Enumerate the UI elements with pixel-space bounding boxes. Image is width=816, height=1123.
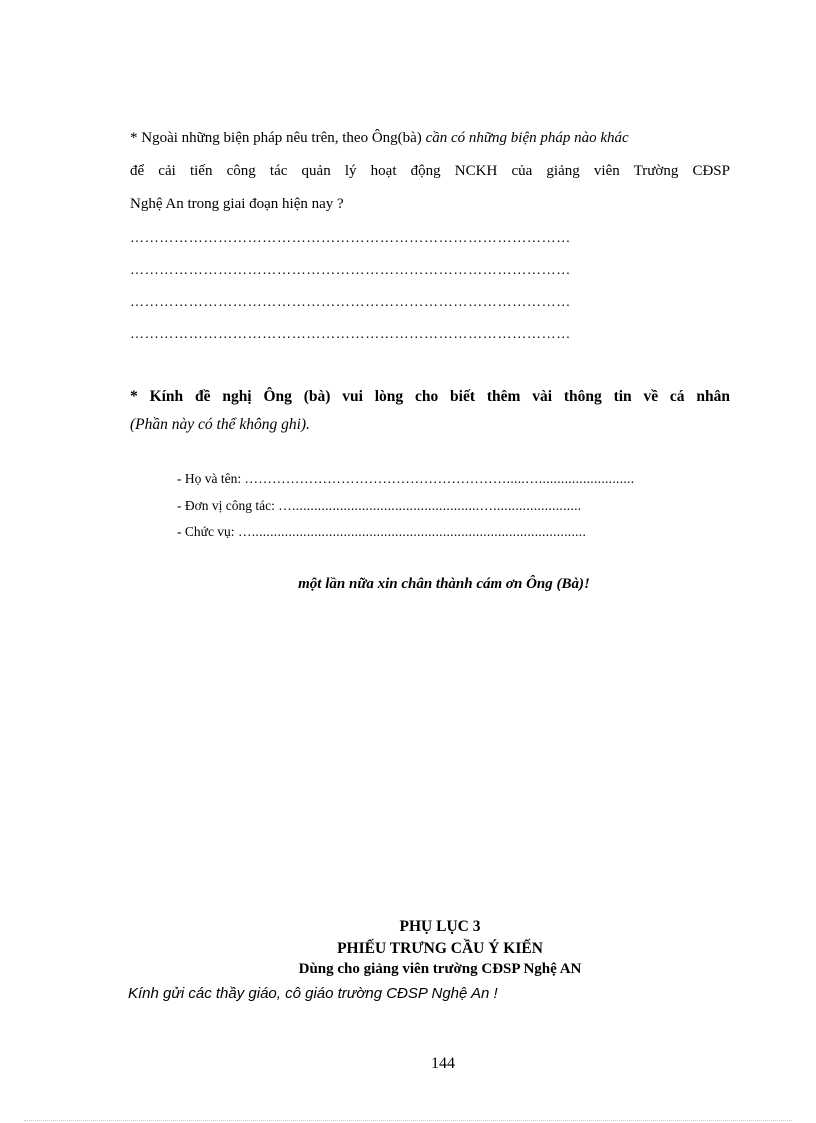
question-line-1-italic: cần có những biện pháp nào khác	[425, 130, 629, 146]
answer-line-3[interactable]: ………………………………………………………………………………	[130, 295, 571, 310]
field-full-name[interactable]	[177, 471, 634, 487]
field-position[interactable]	[177, 524, 586, 540]
question-line-3: Nghệ An trong giai đoạn hiện nay ?	[130, 196, 344, 212]
field-full-name-blank[interactable]: ………………………………………………….....…..........................	[244, 471, 635, 486]
question-line-1: * Ngoài những biện pháp nêu trên, theo Ông(bà) cần có những biện pháp nào khác	[130, 130, 629, 146]
footer-divider	[24, 1120, 792, 1121]
field-workplace-label: - Đơn vị công tác:	[177, 498, 279, 513]
field-full-name-label: - Họ và tên:	[177, 471, 245, 486]
field-workplace[interactable]	[177, 498, 581, 514]
appendix-subtitle: PHIẾU TRƯNG CẦU Ý KIẾN	[337, 940, 543, 957]
answer-line-4[interactable]: ………………………………………………………………………………	[130, 327, 571, 342]
page-number: 144	[431, 1055, 455, 1072]
answer-line-2[interactable]: ………………………………………………………………………………	[130, 263, 571, 278]
question-line-2: để cải tiến công tác quản lý hoạt động NCKH của giảng viên Trường CĐSP	[130, 163, 730, 179]
appendix-audience: Dùng cho giảng viên trường CĐSP Nghệ AN	[298, 961, 582, 977]
answer-line-1[interactable]: ………………………………………………………………………………	[130, 231, 571, 246]
question-other-measures	[130, 122, 730, 221]
appendix-greeting: Kính gửi các thầy giáo, cô giáo trường CĐSP Nghệ An !	[128, 985, 498, 1002]
closing-thanks: một lần nữa xin chân thành cám ơn Ông (Bà)!	[298, 576, 590, 592]
field-position-label: - Chức vụ:	[177, 524, 238, 539]
field-position-blank[interactable]: …...........................................................................................	[237, 524, 587, 539]
personal-info-request: * Kính đề nghị Ông (bà) vui lòng cho biết thêm vài thông tin về cá nhân	[130, 388, 730, 405]
personal-info-note: (Phần này có thể không ghi).	[130, 416, 310, 433]
field-workplace-blank[interactable]: …...................................................…........................	[278, 498, 582, 513]
appendix-title: PHỤ LỤC 3	[399, 918, 481, 935]
